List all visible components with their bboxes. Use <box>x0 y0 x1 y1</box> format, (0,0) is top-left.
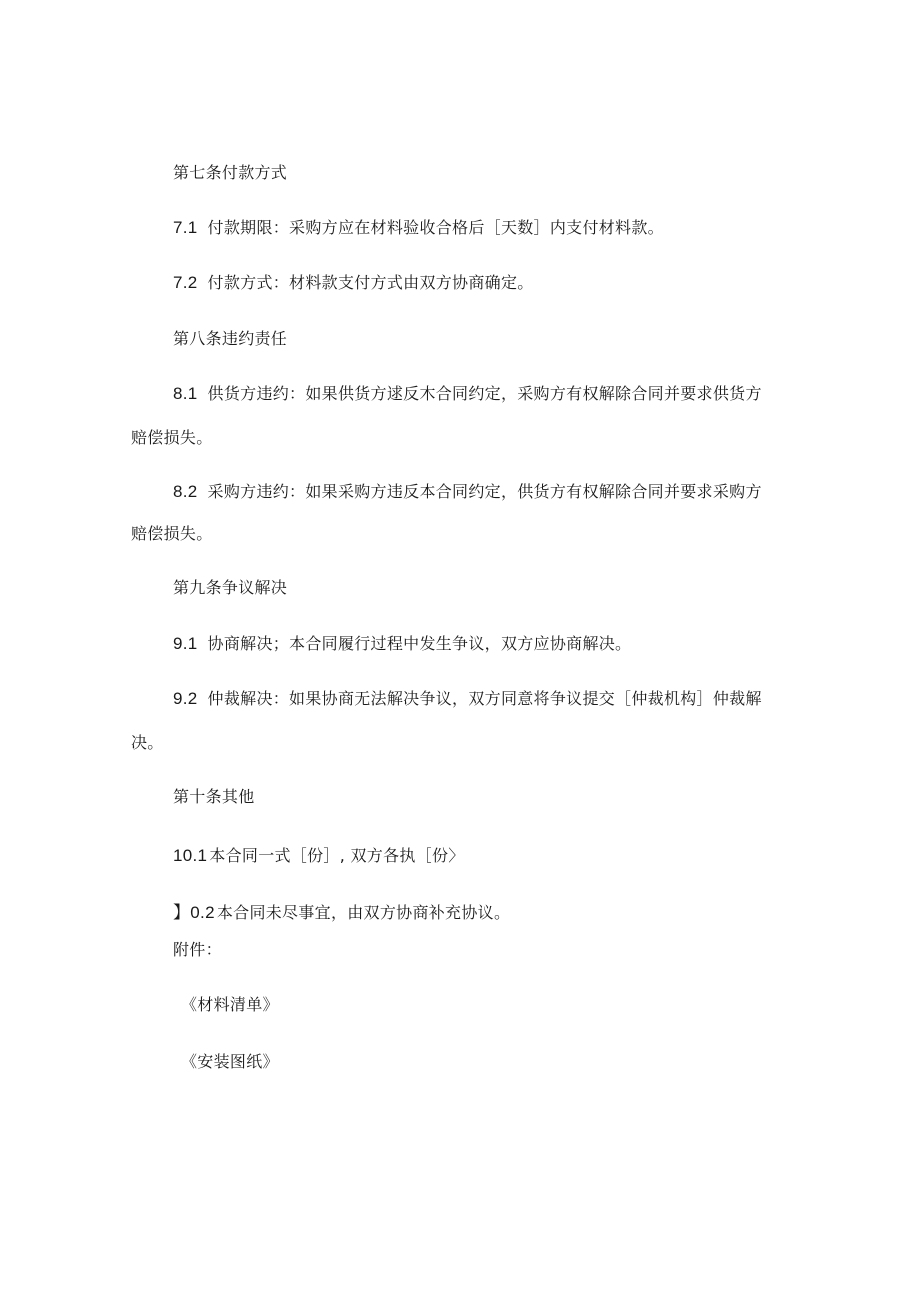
article-7-heading: 第七条付款方式 <box>173 163 288 182</box>
clause-text: 本合同一式［份］, 双方各执［份〉 <box>209 846 465 865</box>
clause-number: 7.2 <box>173 273 198 292</box>
clause-text: 仲裁解决：如果协商无法解决争议，双方同意将争议提交［仲裁机构］仲裁解 <box>207 689 762 708</box>
clause-number: 7.1 <box>173 218 198 237</box>
attachment-item-materials: 《材料清单》 <box>181 995 279 1014</box>
clause-7-2 <box>173 273 534 293</box>
clause-text: 供货方违约：如果供货方逑反木合同约定，采购方有权解除合同并要求供货方 <box>207 384 762 403</box>
clause-number: 】0.2 <box>173 903 215 922</box>
clause-8-1 <box>173 384 762 404</box>
clause-8-2-continuation: 赔偿损失。 <box>131 524 213 543</box>
clause-9-2-continuation: 决。 <box>131 733 164 752</box>
article-10-heading: 第十条其他 <box>173 787 255 806</box>
clause-text: 协商解决；本合同履行过程中发生争议，双方应协商解决。 <box>207 634 632 653</box>
clause-9-2 <box>173 689 762 709</box>
clause-number: 10.1 <box>173 846 208 865</box>
attachment-item-drawings: 《安装图纸》 <box>181 1052 279 1071</box>
clause-number: 8.1 <box>173 384 198 403</box>
clause-9-1 <box>173 634 631 654</box>
clause-number: 8.2 <box>173 482 198 501</box>
clause-8-1-continuation: 赔偿损失。 <box>131 428 213 447</box>
clause-10-1 <box>173 846 465 866</box>
clause-text: 采购方违约：如果采购方违反本合同约定，供货方有权解除合同并要求采购方 <box>207 482 762 501</box>
article-9-heading: 第九条争议解决 <box>173 578 288 597</box>
article-8-heading: 第八条违约责任 <box>173 329 288 348</box>
clause-text: 本合同未尽事宜，由双方协商补充协议。 <box>216 903 511 922</box>
clause-text: 付款方式：材料款支付方式由双方协商确定。 <box>207 273 534 292</box>
clause-text: 付款期限：采购方应在材料验收合格后［天数］内支付材料款。 <box>207 218 664 237</box>
clause-number: 9.1 <box>173 634 198 653</box>
clause-10-2 <box>173 903 510 923</box>
clause-7-1 <box>173 218 664 238</box>
attachments-label: 附件： <box>173 940 222 959</box>
clause-8-2 <box>173 482 762 502</box>
clause-number: 9.2 <box>173 689 198 708</box>
